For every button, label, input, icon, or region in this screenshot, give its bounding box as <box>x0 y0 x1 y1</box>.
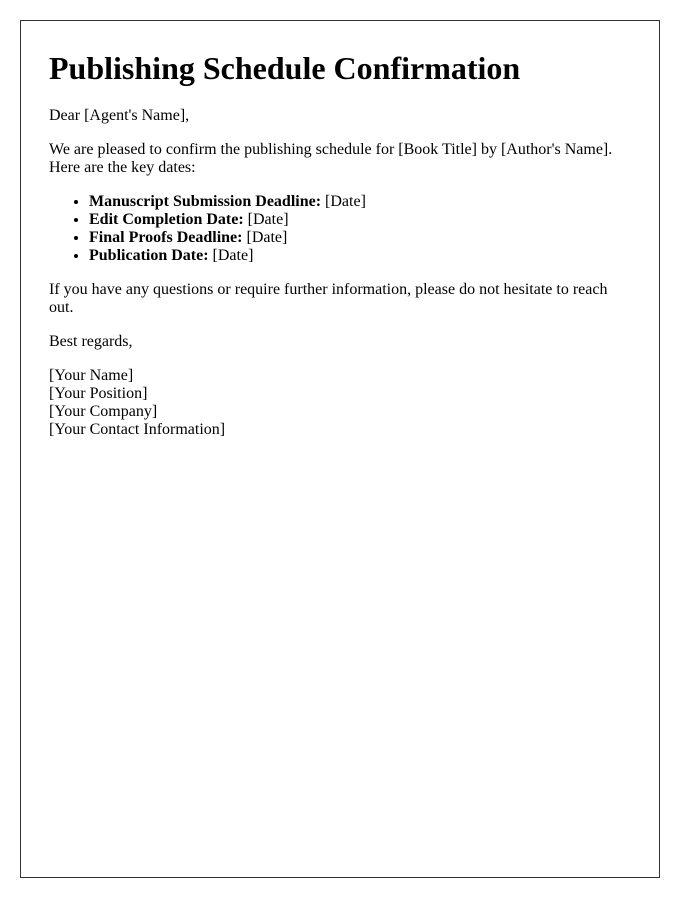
key-date-label: Final Proofs Deadline: <box>89 229 243 246</box>
signature-block <box>49 367 631 439</box>
key-date-value: [Date] <box>242 229 288 246</box>
sign-off: Best regards, <box>49 333 133 350</box>
key-date-label: Publication Date: <box>89 247 209 264</box>
key-date-label: Edit Completion Date: <box>89 211 244 228</box>
letter-page <box>20 20 660 878</box>
key-date-item <box>89 193 631 211</box>
signature-contact: [Your Contact Information] <box>49 421 226 438</box>
key-date-value: [Date] <box>321 193 366 210</box>
key-date-value: [Date] <box>243 211 289 228</box>
key-date-item <box>89 229 631 247</box>
key-date-item <box>89 211 631 229</box>
letter-title: Publishing Schedule Confirmation <box>49 50 521 86</box>
key-dates-list <box>49 193 631 265</box>
intro-paragraph: We are pleased to confirm the publishing schedule for [Book Title] by [Author's Name]. Here are the key dates: <box>49 141 613 176</box>
key-date-item <box>89 247 631 265</box>
signature-position: [Your Position] <box>49 385 148 402</box>
signature-name: [Your Name] <box>49 367 134 384</box>
key-date-value: [Date] <box>208 247 254 264</box>
key-date-label: Manuscript Submission Deadline: <box>89 193 322 210</box>
signature-company: [Your Company] <box>49 403 158 420</box>
closing-paragraph: If you have any questions or require further information, please do not hesitate to reach out. <box>49 281 608 316</box>
salutation: Dear [Agent's Name], <box>49 107 190 124</box>
